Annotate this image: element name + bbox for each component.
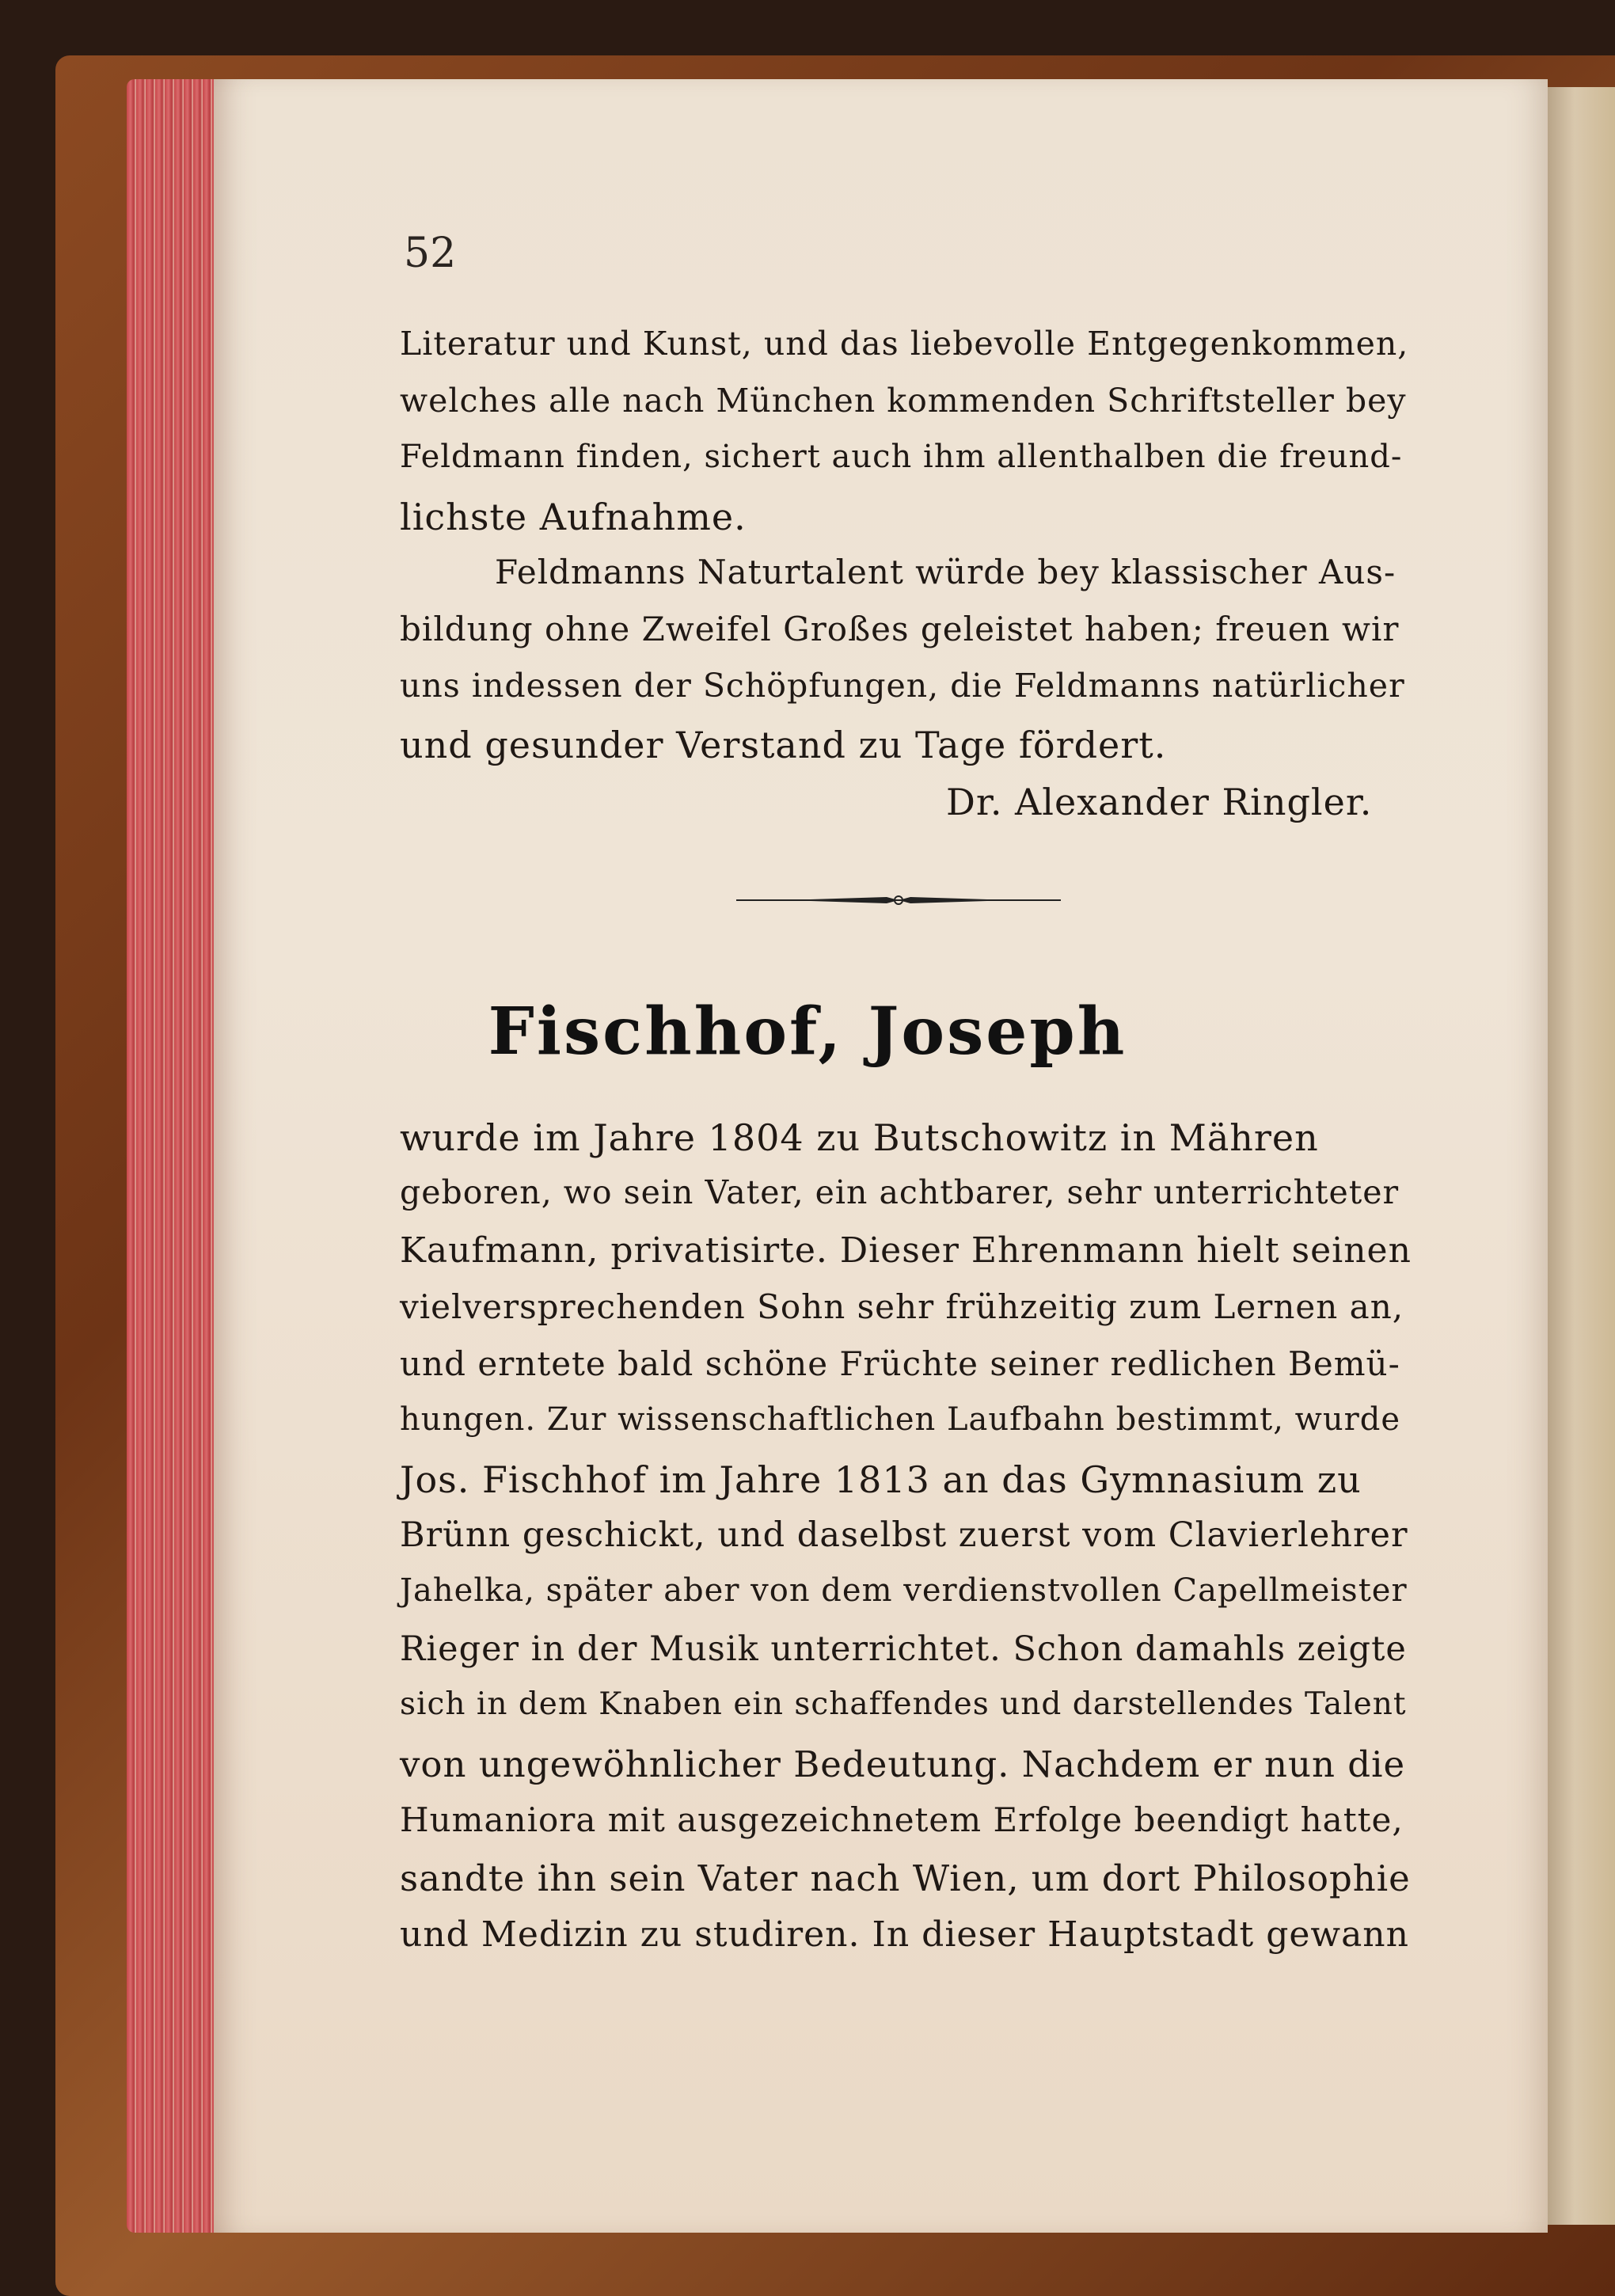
text-line: Brünn geschickt, und daselbst zuerst vom Clavierlehrer xyxy=(400,1515,1408,1555)
text-line: Feldmann finden, sichert auch ihm allenthalben die freund- xyxy=(400,439,1403,475)
section-separator xyxy=(736,892,1061,908)
author-signature: Dr. Alexander Ringler. xyxy=(946,781,1373,823)
text-line: und erntete bald schöne Früchte seiner redlichen Bemü- xyxy=(400,1344,1400,1383)
page-number: 52 xyxy=(404,230,457,277)
text-line: uns indessen der Schöpfungen, die Feldmanns natürlicher xyxy=(400,667,1405,705)
text-line: vielversprechenden Sohn sehr frühzeitig zum Lernen an, xyxy=(400,1287,1404,1326)
text-line: lichste Aufnahme. xyxy=(400,496,747,538)
entry-heading: Fischhof, Joseph xyxy=(488,994,1127,1070)
text-line: sich in dem Knaben ein schaffendes und darstellendes Talent xyxy=(400,1686,1407,1722)
text-line: und gesunder Verstand zu Tage fördert. xyxy=(400,724,1167,766)
text-line: Kaufmann, privatisirte. Dieser Ehrenmann hielt seinen xyxy=(400,1230,1412,1271)
text-line: Jahelka, später aber von dem verdienstvollen Capellmeister xyxy=(400,1572,1408,1609)
text-line: sandte ihn sein Vater nach Wien, um dort Philosophie xyxy=(400,1857,1411,1899)
text-line: von ungewöhnlicher Bedeutung. Nachdem er nun die xyxy=(400,1743,1406,1785)
text-line: Feldmanns Naturtalent würde bey klassischer Aus- xyxy=(495,553,1396,591)
text-line: Humaniora mit ausgezeichnetem Erfolge beendigt hatte, xyxy=(400,1800,1404,1839)
text-line: und Medizin zu studiren. In dieser Hauptstadt gewann xyxy=(400,1914,1409,1955)
text-line: Jos. Fischhof im Jahre 1813 an das Gymnasium zu xyxy=(400,1458,1362,1501)
text-line: Literatur und Kunst, und das liebevolle Entgegenkommen, xyxy=(400,325,1409,363)
text-line: bildung ohne Zweifel Großes geleistet haben; freuen wir xyxy=(400,610,1400,648)
facing-page-edge xyxy=(1548,87,1615,2225)
text-line: wurde im Jahre 1804 zu Butschowitz in Mähren xyxy=(400,1116,1319,1159)
text-line: geboren, wo sein Vater, ein achtbarer, sehr unterrichteter xyxy=(400,1173,1400,1211)
text-line: Rieger in der Musik unterrichtet. Schon damahls zeigte xyxy=(400,1629,1407,1669)
text-line: hungen. Zur wissenschaftlichen Laufbahn bestimmt, wurde xyxy=(400,1401,1401,1438)
text-line: welches alle nach München kommenden Schriftsteller bey xyxy=(400,382,1407,420)
